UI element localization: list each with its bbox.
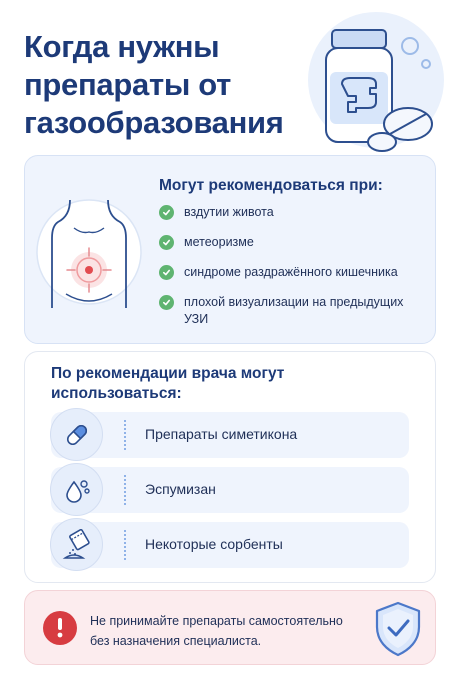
list-item [159, 204, 429, 221]
list-item [159, 264, 429, 281]
drops-icon [50, 463, 103, 516]
medication-label: Некоторые сорбенты [145, 536, 283, 552]
divider [124, 475, 126, 505]
medication-label: Препараты симетикона [145, 426, 298, 442]
warning-banner [24, 590, 436, 665]
list-item [159, 234, 429, 251]
medication-row-espumizan [51, 467, 409, 513]
exclamation-icon [43, 611, 77, 645]
list-item-label: вздутии живота [184, 205, 274, 219]
list-item [159, 294, 429, 328]
indications-card [24, 155, 436, 344]
medication-label: Эспумизан [145, 481, 216, 497]
indications-list [159, 204, 429, 328]
list-item-label: метеоризме [184, 235, 254, 249]
medication-row-sorbents [51, 522, 409, 568]
check-icon [159, 265, 174, 280]
medications-heading: По рекомендации врача могут использоваться: [51, 365, 285, 402]
torso-icon [36, 182, 142, 322]
medications-card [24, 351, 436, 583]
check-icon [159, 295, 174, 310]
capsule-icon [50, 408, 103, 461]
divider [124, 420, 126, 450]
check-icon [159, 205, 174, 220]
medicine-jar-illustration [298, 10, 448, 160]
indications-heading: Могут рекомендоваться при: [159, 177, 383, 194]
list-item-label: плохой визуализации на предыдущих УЗИ [184, 295, 404, 326]
list-item-label: синдроме раздражённого кишечника [184, 265, 398, 279]
sachet-icon [50, 518, 103, 571]
page-title: Когда нужны препараты от газообразования [24, 29, 284, 140]
warning-text: Не принимайте препараты самостоятельно без назначения специалиста. [90, 614, 343, 648]
check-icon [159, 235, 174, 250]
shield-check-icon [372, 600, 424, 658]
divider [124, 530, 126, 560]
medication-row-simethicone [51, 412, 409, 458]
